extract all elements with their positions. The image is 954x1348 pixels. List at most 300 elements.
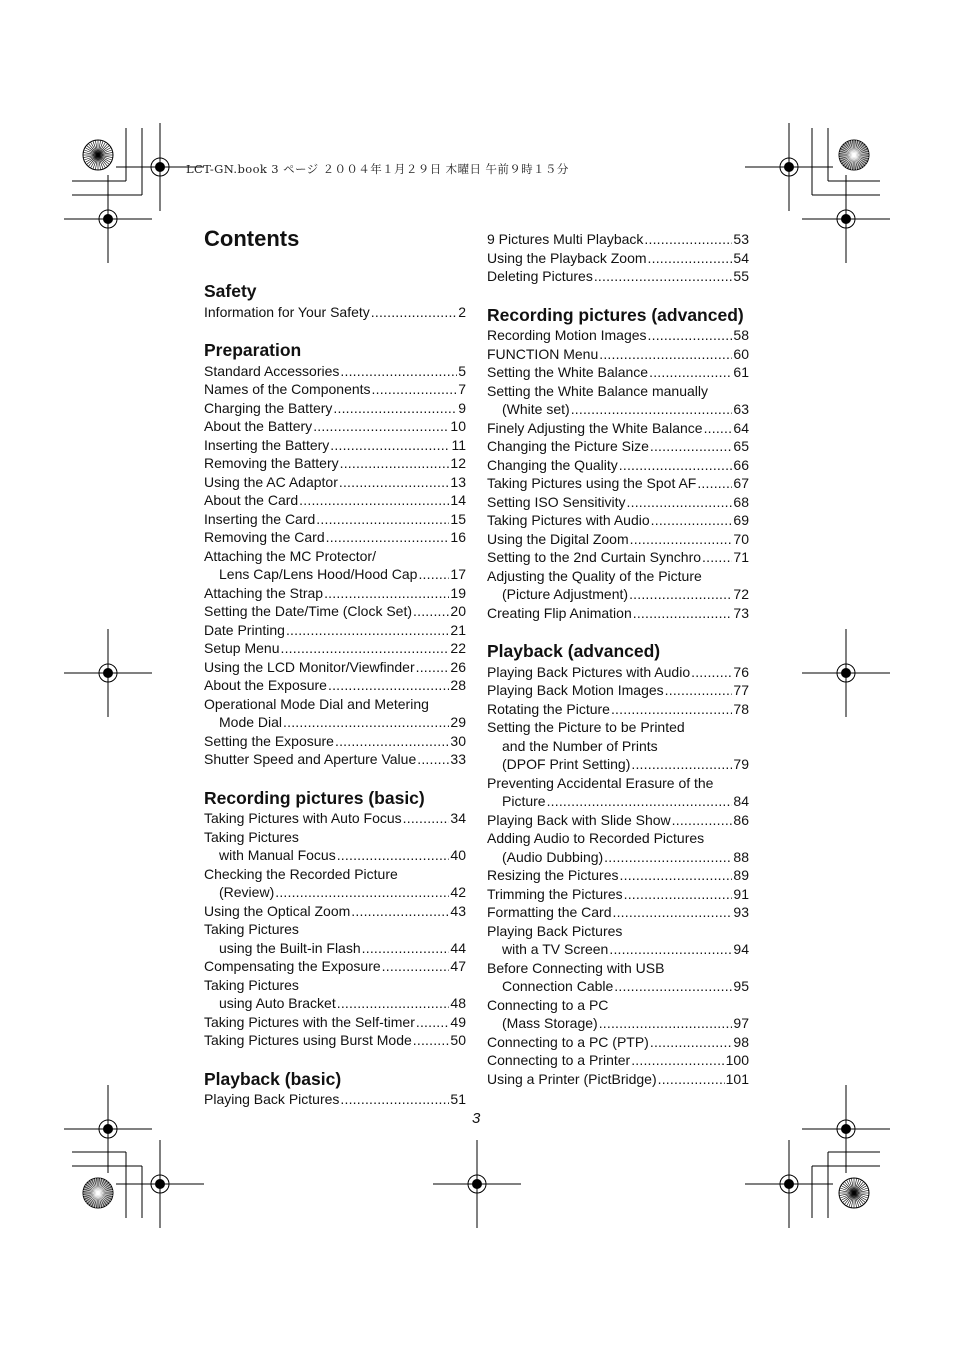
dot-leader <box>644 230 732 249</box>
toc-entry-title: Formatting the Card <box>487 904 612 920</box>
toc-entry[interactable] <box>487 774 749 811</box>
toc-page-number: 78 <box>733 700 749 717</box>
dot-leader <box>281 639 450 658</box>
toc-section <box>487 230 749 286</box>
toc-entry[interactable] <box>204 676 466 695</box>
starburst-mark-icon <box>839 1178 869 1208</box>
toc-entry-title: Setting ISO Sensitivity <box>487 493 626 510</box>
dot-leader <box>371 303 457 322</box>
toc-page-number: 40 <box>450 847 466 863</box>
toc-entry-title: Playing Back Motion Images <box>487 682 664 698</box>
crosshair-mark-icon <box>116 1140 204 1228</box>
toc-entry-title: Date Printing <box>204 621 285 638</box>
toc-page-number: 16 <box>450 529 466 545</box>
toc-entry[interactable] <box>204 828 466 865</box>
toc-entry-line: and the Number of Prints <box>502 737 658 754</box>
toc-page-number: 72 <box>733 586 749 602</box>
dot-leader <box>650 1033 733 1052</box>
dot-leader <box>651 511 733 530</box>
dot-leader <box>599 345 732 364</box>
dot-leader <box>599 1014 733 1033</box>
toc-page-number: 20 <box>450 603 466 619</box>
toc-section <box>204 339 466 769</box>
toc-page-number: 91 <box>733 885 749 902</box>
toc-entry-title: Setting the White Balance <box>487 364 649 380</box>
page-number: 3 <box>472 1110 481 1127</box>
toc-entry[interactable] <box>204 902 466 921</box>
toc-entry[interactable] <box>204 399 466 418</box>
dot-leader <box>619 456 733 475</box>
toc-entry-title: Setting the Date/Time (Clock Set) <box>204 603 413 619</box>
contents-left-column <box>204 280 466 1109</box>
toc-entry-line: Adding Audio to Recorded Pictures <box>487 830 705 846</box>
dot-leader <box>658 1070 725 1089</box>
dot-leader <box>620 866 733 885</box>
toc-entry[interactable] <box>204 976 466 1013</box>
toc-entry[interactable] <box>204 473 466 492</box>
toc-entry-title: About the Card <box>204 492 299 508</box>
toc-entry[interactable] <box>204 491 466 510</box>
toc-entry[interactable] <box>487 885 749 904</box>
dot-leader <box>691 663 732 682</box>
toc-page-number: 77 <box>733 682 749 698</box>
toc-page-number: 88 <box>733 848 749 865</box>
toc-entry-title: Standard Accessories <box>204 362 340 379</box>
toc-entry-title: Using the Playback Zoom <box>487 249 647 266</box>
toc-entry[interactable] <box>487 996 749 1033</box>
toc-entry-title: using Auto Bracket <box>219 995 336 1011</box>
toc-entry-title: Finely Adjusting the White Balance <box>487 419 703 436</box>
toc-entry-title: Picture <box>502 793 546 809</box>
dot-leader <box>286 621 449 640</box>
toc-page-number: 17 <box>450 566 466 582</box>
dot-leader <box>665 681 733 700</box>
toc-entry-line: Before Connecting with USB <box>487 959 665 976</box>
toc-entry-line: Playing Back Pictures <box>487 922 623 939</box>
crosshair-mark-icon <box>64 175 152 263</box>
toc-entry-title: (Mass Storage) <box>502 1015 598 1031</box>
toc-entry[interactable] <box>487 922 749 959</box>
dot-leader <box>299 491 449 510</box>
toc-entry-title: Inserting the Card <box>204 510 316 527</box>
dot-leader <box>283 713 449 732</box>
toc-entry-title: Creating Flip Animation <box>487 604 632 621</box>
toc-section <box>487 640 749 1088</box>
toc-entry-title: Setup Menu <box>204 640 280 656</box>
toc-entry[interactable] <box>487 548 749 567</box>
toc-page-number: 95 <box>733 978 749 994</box>
toc-entry[interactable] <box>487 567 749 604</box>
crosshair-mark-icon <box>433 1140 521 1228</box>
toc-entry-title: Using a Printer (PictBridge) <box>487 1070 657 1087</box>
dot-leader <box>571 400 733 419</box>
toc-entry-line: Operational Mode Dial and Metering <box>204 695 429 712</box>
dot-leader <box>704 419 733 438</box>
toc-page-number: 64 <box>733 419 749 436</box>
toc-page-number: 11 <box>451 436 466 453</box>
dot-leader <box>313 417 449 436</box>
toc-entry[interactable] <box>204 510 466 529</box>
toc-entry-title: Taking Pictures with Auto Focus <box>204 810 402 826</box>
toc-page-number: 76 <box>733 663 749 680</box>
toc-entry-title: Removing the Battery <box>204 455 339 471</box>
toc-page-number: 5 <box>458 362 466 379</box>
dot-leader <box>633 604 733 623</box>
toc-entry[interactable] <box>204 303 466 322</box>
toc-entry-title: Charging the Battery <box>204 399 333 416</box>
toc-page-number: 48 <box>450 995 466 1011</box>
toc-page-number: 98 <box>733 1033 749 1050</box>
toc-entry[interactable] <box>204 454 466 473</box>
dot-leader <box>627 493 733 512</box>
toc-entry-title: Connection Cable <box>502 978 614 994</box>
toc-page-number: 58 <box>733 327 749 343</box>
toc-entry[interactable] <box>487 959 749 996</box>
toc-entry-line: Preventing Accidental Erasure of the <box>487 774 714 791</box>
toc-page-number: 67 <box>733 475 749 491</box>
dot-leader <box>648 249 733 268</box>
toc-entry-title: (Picture Adjustment) <box>502 586 629 602</box>
toc-entry-title: with Manual Focus <box>219 847 336 863</box>
toc-entry-title: (White set) <box>502 401 570 417</box>
toc-entry[interactable] <box>204 436 466 455</box>
toc-entry-title: Taking Pictures using Burst Mode <box>204 1032 412 1048</box>
crosshair-mark-icon <box>802 175 890 263</box>
section-heading: Recording pictures (advanced) <box>487 304 744 325</box>
toc-page-number: 66 <box>733 456 749 473</box>
dot-leader <box>611 700 732 719</box>
toc-entry[interactable] <box>487 363 749 382</box>
dot-leader <box>609 940 732 959</box>
toc-entry[interactable] <box>487 474 749 493</box>
dot-leader <box>594 267 733 286</box>
dot-leader <box>413 1031 450 1050</box>
toc-entry-line: Connecting to a PC <box>487 996 609 1013</box>
toc-entry-title: Taking Pictures with Audio <box>487 512 650 528</box>
toc-entry[interactable] <box>204 750 466 769</box>
toc-entry-title: Lens Cap/Lens Hood/Hood Cap <box>219 566 418 582</box>
dot-leader <box>335 732 449 751</box>
crosshair-mark-icon <box>802 1085 890 1173</box>
toc-entry[interactable] <box>487 663 749 682</box>
dot-leader <box>631 1051 724 1070</box>
dot-leader <box>613 903 733 922</box>
dot-leader <box>333 399 457 418</box>
starburst-mark-icon <box>83 1178 113 1208</box>
toc-entry-title: Compensating the Exposure <box>204 958 381 974</box>
dot-leader <box>624 885 733 904</box>
toc-entry-title: Setting to the 2nd Curtain Synchro <box>487 549 702 565</box>
toc-entry[interactable] <box>487 419 749 438</box>
dot-leader <box>649 363 732 382</box>
dot-leader <box>413 602 449 621</box>
toc-page-number: 10 <box>450 418 466 434</box>
toc-entry-title: Recording Motion Images <box>487 327 647 343</box>
toc-entry-title: Rotating the Picture <box>487 700 610 717</box>
toc-page-number: 51 <box>450 1091 466 1107</box>
dot-leader <box>330 436 450 455</box>
section-heading: Recording pictures (basic) <box>204 787 425 808</box>
toc-entry[interactable] <box>487 326 749 345</box>
toc-entry[interactable] <box>487 493 749 512</box>
toc-entry-title: Removing the Card <box>204 529 325 545</box>
toc-entry[interactable] <box>204 732 466 751</box>
toc-entry-line: Attaching the MC Protector/ <box>204 547 376 564</box>
toc-entry-title: Connecting to a Printer <box>487 1052 631 1068</box>
toc-entry-title: Deleting Pictures <box>487 268 593 284</box>
page-header-slug: LCT-GN.book 3 ページ ２００４年１月２９日 木曜日 午前９時１５分 <box>186 162 569 176</box>
toc-entry[interactable] <box>487 700 749 719</box>
toc-page-number: 63 <box>733 401 749 417</box>
toc-entry[interactable] <box>204 417 466 436</box>
toc-entry-title: Playing Back Pictures with Audio <box>487 663 691 680</box>
toc-page-number: 79 <box>733 756 749 772</box>
toc-entry-title: using the Built-in Flash <box>219 939 361 956</box>
toc-page-number: 7 <box>458 381 466 397</box>
crosshair-mark-icon <box>64 629 152 717</box>
toc-page-number: 84 <box>733 793 749 809</box>
toc-entry-title: Trimming the Pictures <box>487 885 623 902</box>
toc-page-number: 9 <box>458 399 466 416</box>
toc-entry-line: Taking Pictures <box>204 921 299 937</box>
toc-section <box>204 1068 466 1109</box>
dot-leader <box>275 883 449 902</box>
toc-entry-title: Shutter Speed and Aperture Value <box>204 751 417 767</box>
dot-leader <box>324 584 449 603</box>
toc-entry-title: Mode Dial <box>219 714 283 730</box>
toc-page-number: 71 <box>733 549 749 565</box>
toc-entry-title: (DPOF Print Setting) <box>502 756 631 772</box>
toc-page-number: 33 <box>450 751 466 767</box>
toc-page-number: 21 <box>450 621 466 638</box>
starburst-mark-icon <box>83 140 113 170</box>
toc-page-number: 28 <box>450 677 466 693</box>
toc-entry[interactable] <box>487 866 749 885</box>
toc-entry[interactable] <box>204 639 466 658</box>
toc-page-number: 65 <box>733 438 749 454</box>
toc-page-number: 14 <box>450 492 466 508</box>
toc-page-number: 49 <box>450 1013 466 1030</box>
toc-entry[interactable] <box>487 811 749 830</box>
toc-entry-title: Information for Your Safety <box>204 303 370 320</box>
dot-leader <box>372 380 458 399</box>
toc-entry-title: Using the AC Adaptor <box>204 473 338 490</box>
dot-leader <box>337 994 450 1013</box>
toc-entry-title: (Review) <box>219 884 275 900</box>
toc-entry[interactable] <box>487 382 749 419</box>
toc-page-number: 43 <box>450 902 466 919</box>
toc-entry-line: Taking Pictures <box>204 976 299 993</box>
toc-entry[interactable] <box>487 530 749 549</box>
toc-entry[interactable] <box>487 681 749 700</box>
toc-entry[interactable] <box>487 511 749 530</box>
crosshair-mark-icon <box>745 1140 833 1228</box>
dot-leader <box>547 792 733 811</box>
crosshair-mark-icon <box>802 629 890 717</box>
toc-entry-title: Playing Back Pictures <box>204 1091 340 1107</box>
toc-page-number: 100 <box>725 1052 749 1068</box>
toc-page-number: 101 <box>725 1070 749 1087</box>
dot-leader <box>382 957 450 976</box>
dot-leader <box>340 1090 449 1109</box>
dot-leader <box>403 809 450 828</box>
dot-leader <box>328 676 449 695</box>
toc-page-number: 44 <box>450 939 466 956</box>
toc-page-number: 73 <box>733 604 749 621</box>
toc-entry[interactable] <box>487 456 749 475</box>
dot-leader <box>614 977 732 996</box>
toc-entry-title: Resizing the Pictures <box>487 867 619 883</box>
toc-entry[interactable] <box>204 380 466 399</box>
toc-entry[interactable] <box>204 695 466 732</box>
toc-entry-title: Taking Pictures using the Spot AF <box>487 475 697 491</box>
toc-page-number: 30 <box>450 732 466 749</box>
toc-page-number: 26 <box>450 658 466 675</box>
dot-leader <box>326 528 450 547</box>
dot-leader <box>629 585 732 604</box>
toc-entry-title: Names of the Components <box>204 381 371 397</box>
toc-entry-title: FUNCTION Menu <box>487 345 599 362</box>
dot-leader <box>702 548 732 567</box>
toc-entry-title: Connecting to a PC (PTP) <box>487 1033 649 1050</box>
toc-entry-title: Using the Optical Zoom <box>204 902 351 919</box>
toc-entry[interactable] <box>487 1051 749 1070</box>
toc-entry[interactable] <box>487 1033 749 1052</box>
toc-entry[interactable] <box>204 621 466 640</box>
dot-leader <box>631 755 732 774</box>
toc-page-number: 97 <box>733 1015 749 1031</box>
toc-entry[interactable] <box>204 1013 466 1032</box>
section-heading: Playback (advanced) <box>487 641 661 661</box>
toc-page-number: 42 <box>450 884 466 900</box>
toc-page-number: 61 <box>733 364 749 380</box>
toc-page-number: 2 <box>458 303 466 320</box>
toc-page-number: 55 <box>733 268 749 284</box>
toc-entry-title: Using the Digital Zoom <box>487 530 629 547</box>
dot-leader <box>416 1013 450 1032</box>
toc-entry[interactable] <box>204 362 466 381</box>
toc-section <box>204 280 466 321</box>
toc-entry-title: Inserting the Battery <box>204 436 330 453</box>
toc-entry[interactable] <box>487 249 749 268</box>
toc-entry[interactable] <box>204 865 466 902</box>
toc-entry[interactable] <box>204 528 466 547</box>
toc-entry-title: About the Exposure <box>204 677 327 693</box>
toc-page-number: 54 <box>733 249 749 266</box>
page-title: Contents <box>204 226 300 251</box>
toc-entry[interactable] <box>204 602 466 621</box>
toc-page-number: 29 <box>450 714 466 730</box>
toc-entry-line: Adjusting the Quality of the Picture <box>487 567 702 584</box>
toc-entry[interactable] <box>487 345 749 364</box>
toc-page-number: 47 <box>450 958 466 974</box>
section-heading: Safety <box>204 281 257 301</box>
toc-page-number: 69 <box>733 512 749 528</box>
toc-entry[interactable] <box>204 658 466 677</box>
contents-right-column <box>487 230 749 1088</box>
toc-entry[interactable] <box>487 604 749 623</box>
toc-entry-title: Taking Pictures with the Self-timer <box>204 1013 415 1030</box>
toc-entry-title: Changing the Quality <box>487 456 618 473</box>
toc-entry[interactable] <box>204 584 466 603</box>
toc-page-number: 19 <box>450 584 466 601</box>
dot-leader <box>697 474 732 493</box>
dot-leader <box>316 510 449 529</box>
toc-entry[interactable] <box>204 1090 466 1109</box>
toc-entry-title: Playing Back with Slide Show <box>487 811 671 828</box>
toc-entry-title: Setting the Exposure <box>204 732 334 749</box>
toc-entry-title: 9 Pictures Multi Playback <box>487 231 644 247</box>
dot-leader <box>337 846 450 865</box>
toc-section <box>204 787 466 1050</box>
toc-page-number: 86 <box>733 811 749 828</box>
toc-page-number: 15 <box>450 510 466 527</box>
toc-page-number: 22 <box>450 640 466 656</box>
toc-entry[interactable] <box>487 1070 749 1089</box>
toc-entry-line: Setting the Picture to be Printed <box>487 719 685 735</box>
dot-leader <box>340 454 450 473</box>
toc-entry-line: Setting the White Balance manually <box>487 382 709 399</box>
toc-entry[interactable] <box>204 957 466 976</box>
toc-entry[interactable] <box>204 1031 466 1050</box>
toc-page-number: 53 <box>733 231 749 247</box>
toc-page-number: 94 <box>733 941 749 957</box>
toc-entry-title: (Audio Dubbing) <box>502 848 604 865</box>
dot-leader <box>630 530 733 549</box>
toc-page-number: 12 <box>450 455 466 471</box>
toc-entry-line: Taking Pictures <box>204 828 299 845</box>
crosshair-mark-icon <box>745 123 833 211</box>
dot-leader <box>672 811 733 830</box>
toc-entry[interactable] <box>487 230 749 249</box>
dot-leader <box>418 565 449 584</box>
dot-leader <box>339 473 450 492</box>
toc-entry[interactable] <box>204 809 466 828</box>
dot-leader <box>340 362 457 381</box>
dot-leader <box>604 848 732 867</box>
toc-entry[interactable] <box>204 547 466 584</box>
toc-entry-title: Changing the Picture Size <box>487 438 649 454</box>
dot-leader <box>417 750 449 769</box>
section-heading: Preparation <box>204 340 302 360</box>
toc-entry[interactable] <box>487 903 749 922</box>
toc-page-number: 60 <box>733 345 749 362</box>
toc-page-number: 70 <box>733 530 749 547</box>
toc-entry[interactable] <box>487 829 749 866</box>
dot-leader <box>648 326 733 345</box>
toc-page-number: 89 <box>733 867 749 883</box>
toc-entry-title: Attaching the Strap <box>204 584 324 601</box>
dot-leader <box>416 658 450 677</box>
toc-entry-title: About the Battery <box>204 418 313 434</box>
starburst-mark-icon <box>839 140 869 170</box>
toc-entry[interactable] <box>487 437 749 456</box>
dot-leader <box>351 902 449 921</box>
toc-section <box>487 304 749 623</box>
toc-page-number: 68 <box>733 493 749 510</box>
toc-entry-title: with a TV Screen <box>502 941 609 957</box>
toc-entry[interactable] <box>204 920 466 957</box>
toc-page-number: 93 <box>733 904 749 920</box>
toc-entry-line: Checking the Recorded Picture <box>204 865 398 882</box>
toc-page-number: 50 <box>450 1032 466 1048</box>
toc-entry[interactable] <box>487 718 749 774</box>
section-heading: Playback (basic) <box>204 1068 342 1089</box>
toc-entry[interactable] <box>487 267 749 286</box>
toc-page-number: 13 <box>450 473 466 490</box>
toc-entry-title: Using the LCD Monitor/Viewfinder <box>204 658 415 675</box>
crosshair-mark-icon <box>64 1085 152 1173</box>
